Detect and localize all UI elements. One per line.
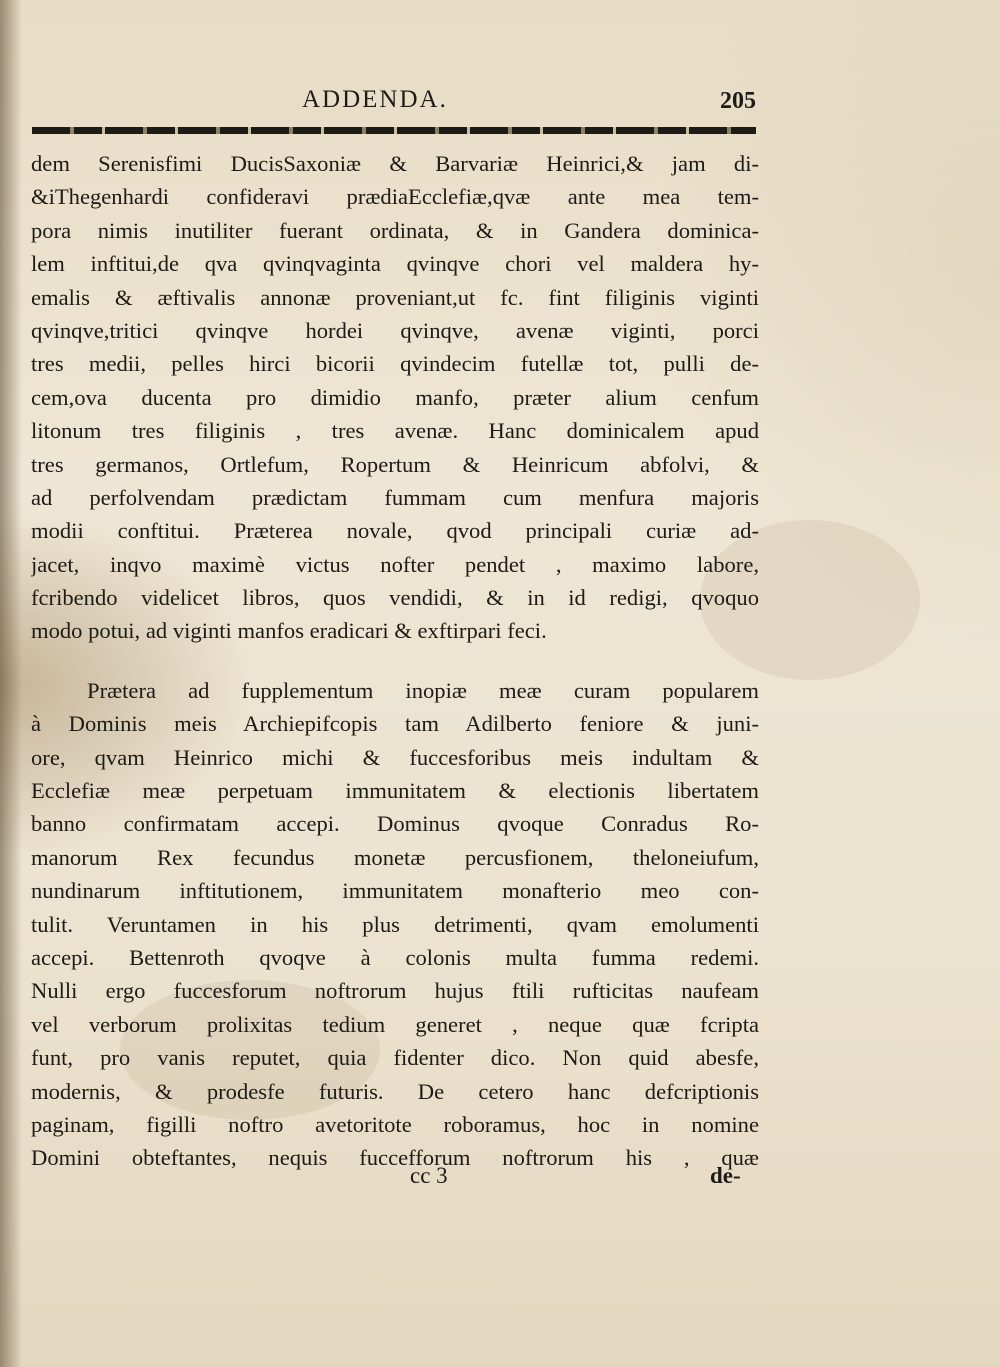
text-line: modii conftitui. Præterea novale, qvod principali curiæ ad- bbox=[31, 518, 759, 544]
text-line: ad perfolvendam prædictam fummam cum menfura majoris bbox=[31, 484, 759, 510]
paragraph-gap bbox=[31, 648, 759, 674]
text-line: Nulli ergo fuccesforum noftrorum hujus ftili rufticitas naufeam bbox=[31, 978, 759, 1004]
paragraph-1 bbox=[31, 147, 759, 648]
page-gutter-shadow bbox=[0, 0, 22, 1367]
running-head: ADDENDA. bbox=[302, 86, 448, 113]
text-line: &iThegenhardi confideravi prædiaEcclefiæ,qvæ ante mea tem- bbox=[31, 184, 759, 210]
text-line: qvinqve,tritici qvinqve hordei qvinqve, avenæ viginti, porci bbox=[31, 317, 759, 343]
text-line: modo potui, ad viginti manfos eradicari & exftirpari feci. bbox=[31, 618, 547, 644]
signature-mark: cc 3 bbox=[410, 1163, 448, 1188]
page-footer bbox=[30, 1163, 770, 1203]
text-line: pora nimis inutiliter fuerant ordinata, & in Gandera dominica- bbox=[31, 217, 759, 243]
text-line: Ecclefiæ meæ perpetuam immunitatem & electionis libertatem bbox=[31, 778, 759, 804]
text-line: manorum Rex fecundus monetæ percusfionem, theloneiufum, bbox=[31, 844, 759, 870]
text-line: Domini obteftantes, nequis fuccefforum noftrorum his , quæ bbox=[31, 1145, 759, 1171]
body-text bbox=[31, 147, 759, 1175]
text-line: litonum tres filiginis , tres avenæ. Hanc dominicalem apud bbox=[31, 418, 759, 444]
text-line: à Dominis meis Archiepifcopis tam Adilberto feniore & juni- bbox=[31, 711, 759, 737]
text-line: Prætera ad fupplementum inopiæ meæ curam popularem bbox=[87, 677, 759, 703]
header-rule bbox=[32, 127, 756, 134]
text-line: accepi. Bettenroth qvoqve à colonis multa fumma redemi. bbox=[31, 944, 759, 970]
text-line: nundinarum inftitutionem, immunitatem monafterio meo con- bbox=[31, 878, 759, 904]
text-line: jacet, inqvo maximè victus nofter pendet , maximo labore, bbox=[31, 551, 759, 577]
text-line: emalis & æftivalis annonæ proveniant,ut fc. fint filiginis viginti bbox=[31, 284, 759, 310]
text-line: lem inftitui,de qva qvinqvaginta qvinqve chori vel maldera hy- bbox=[31, 251, 759, 277]
catchword: de- bbox=[710, 1163, 741, 1188]
text-line: tulit. Veruntamen in his plus detrimenti, qvam emolumenti bbox=[31, 911, 759, 937]
page-number: 205 bbox=[720, 88, 756, 114]
text-line: vel verborum prolixitas tedium generet , neque quæ fcripta bbox=[31, 1011, 759, 1037]
text-line: fcribendo videlicet libros, quos vendidi, & in id redigi, qvoquo bbox=[31, 585, 759, 611]
text-line: banno confirmatam accepi. Dominus qvoque Conradus Ro- bbox=[31, 811, 759, 837]
text-line: paginam, figilli noftro avetoritote roboramus, hoc in nomine bbox=[31, 1111, 759, 1137]
paragraph-2 bbox=[31, 674, 759, 1175]
text-line: cem,ova ducenta pro dimidio manfo, præter alium cenfum bbox=[31, 384, 759, 410]
text-line: tres germanos, Ortlefum, Ropertum & Heinricum abfolvi, & bbox=[31, 451, 759, 477]
page-header bbox=[30, 86, 770, 126]
text-line: tres medii, pelles hirci bicorii qvindecim futellæ tot, pulli de- bbox=[31, 351, 759, 377]
text-line: ore, qvam Heinrico michi & fuccesforibus meis indultam & bbox=[31, 744, 759, 770]
text-line: dem Serenisfimi DucisSaxoniæ & Barvariæ Heinrici,& jam di- bbox=[31, 151, 759, 176]
text-line: modernis, & prodesfe futuris. De cetero hanc defcriptionis bbox=[31, 1078, 759, 1104]
text-line: funt, pro vanis reputet, quia fidenter dico. Non quid abesfe, bbox=[31, 1045, 759, 1071]
